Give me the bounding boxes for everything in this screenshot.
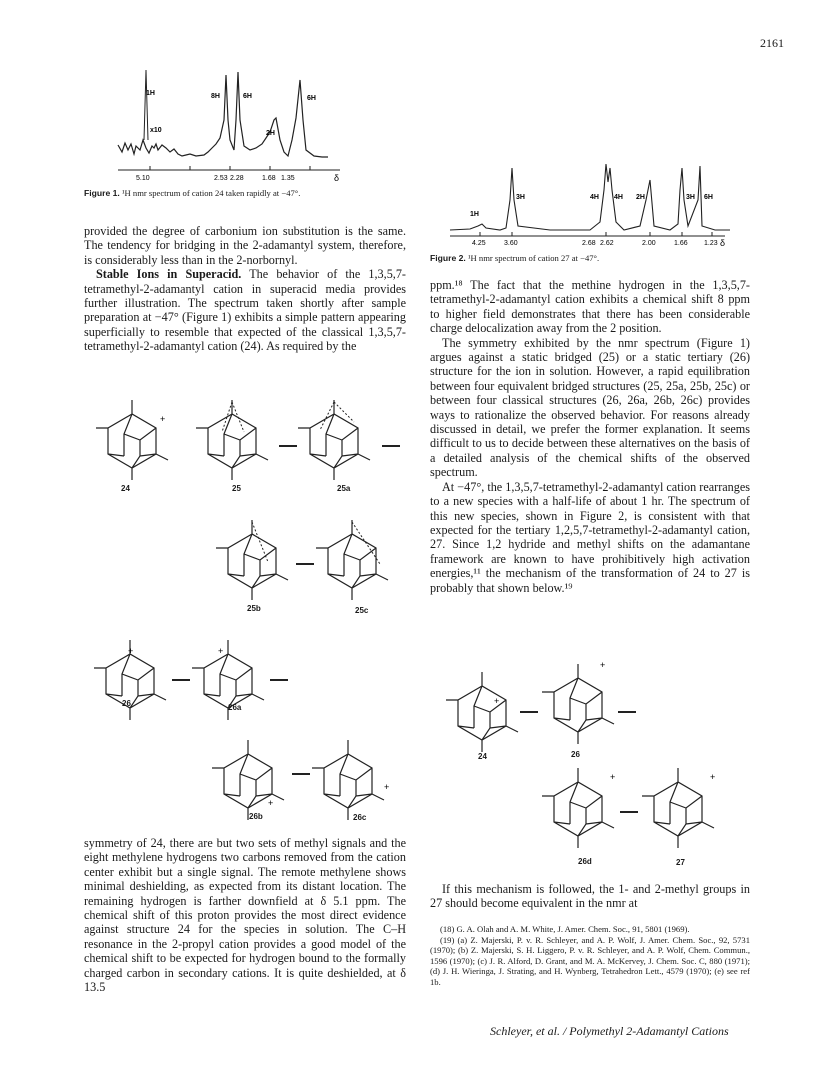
figure1-caption: Figure 1. ¹H nmr spectrum of cation 24 taken rapidly at −47°. [84,188,301,198]
figure2-caption: Figure 2. ¹H nmr spectrum of cation 27 at −47°. [430,253,600,263]
fig2-peak-1h: 1H [470,211,479,218]
label-25c: 25c [355,606,369,615]
right-para-4: If this mechanism is followed, the 1- and 2-methyl groups in 27 should become equivalent in the nmr at [430,882,750,911]
running-footer: Schleyer, et al. / Polymethyl 2-Adamantyl Cations [490,1024,729,1038]
fig2-tick-200: 2.00 [642,240,656,247]
fig2-peak-4h-a: 4H [590,194,599,201]
right-column-top [430,278,750,595]
label-25b: 25b [247,604,261,613]
footnote-19: (19) (a) Z. Majerski, P. v. R. Schleyer, and A. P. Wolf, J. Amer. Chem. Soc., 92, 5731 (1970); (b) Z. Majerski, S. H. Liggero, P. v. R. Schleyer, and A. P. Wolf, Chem. Commun., 1596 (1970); (c) J. R. Alford, D. Grant, and M. A. McKervey, J. Chem. Soc. C, 880 (1971); (d) J. H. Wieringa, J. Strating, and H. Wynberg, Tetrahedron Lett., 4579 (1970); (e) see ref 1b. [430,934,750,987]
section-heading: Stable Ions in Superacid. [96,267,242,282]
fig2-peak-4h-b: 4H [614,194,623,201]
svg-text:+: + [600,660,606,670]
label-24: 24 [121,484,130,493]
fig2-tick-166: 1.66 [674,240,688,247]
footnotes [430,924,750,988]
left-para-1: provided the degree of carbonium ion substitution is the same. The tendency for bridging in the 2-adamantyl system, therefore, is considerably less than in the 2-norbornyl. [84,224,406,267]
page-number: 2161 [760,36,784,50]
left-column-bottom [84,836,406,994]
left-column-top [84,224,406,354]
fig1-tick-135: 1.35 [281,175,295,182]
figure2-spectrum [440,160,740,250]
svg-text:+: + [218,646,224,656]
label-26b: 26b [249,812,263,821]
fig2-peak-3h-a: 3H [516,194,525,201]
fig2-delta: δ [720,238,726,248]
label-r26d: 26d [578,857,592,866]
fig1-delta: δ [334,173,340,183]
label-26a: 26a [228,703,242,712]
svg-text:+: + [268,798,274,808]
right-column-bottom [430,882,750,911]
fig2-tick-123: 1.23 [704,240,718,247]
fig1-peak-6h-a: 6H [243,93,252,100]
label-r27: 27 [676,858,685,867]
fig2-tick-360: 3.60 [504,240,518,247]
left-para-2: The behavior of the 1,3,5,7-tetramethyl-2-adamantyl cation in superacid media provides further illustration. The spectrum taken shortly after sample preparation at −47° (Figure 1) exhibits a simple pattern appearing superficially to resemble that expected of the classical 1,3,5,7-tetramethyl-2-adamantyl cation (24). As required by the [84,267,406,354]
label-25: 25 [232,484,241,493]
svg-text:+: + [494,696,500,706]
fig1-peak-6h-b: 6H [307,95,316,102]
figure1-spectrum [110,60,370,185]
svg-text:+: + [610,772,616,782]
label-26: 26 [122,699,131,708]
fig2-tick-262: 2.62 [600,240,614,247]
svg-text:+: + [710,772,716,782]
right-para-3: At −47°, the 1,3,5,7-tetramethyl-2-adamantyl cation rearranges to a new species with a half-life of about 1 hr. The spectrum of this new species, shown in Figure 2, is consistent with that expected for the tertiary 1,2,5,7-tetramethyl-2-adamantyl cation, 27. Since 1,2 hydride and methyl shifts on the adamantane framework are known to have prohibitively high activation energies,¹¹ the mechanism of the transformation of 24 to 27 is probably that shown below.¹⁹ [430,479,750,595]
label-26c: 26c [353,813,367,822]
svg-text:+: + [128,646,134,656]
fig1-peak-1h: 1H [146,90,155,97]
fig1-tick-228: 2.28 [230,175,244,182]
label-r24: 24 [478,752,487,761]
footnote-18: (18) G. A. Olah and A. M. White, J. Amer. Chem. Soc., 91, 5801 (1969). [440,924,690,934]
svg-text:+: + [384,782,390,792]
fig2-tick-268: 2.68 [582,240,596,247]
fig1-peak-8h: 8H [211,93,220,100]
right-para-2: The symmetry exhibited by the nmr spectrum (Figure 1) argues against a static bridged (25) or a static tertiary (26) structure for the ion in solution. However, a rapid equilibration between four equivalent bridged structures (25, 25a, 25b, 25c) or between four classical structures (26, 26a, 26b, 26c) provides ways to rationalize the observed behavior. For reasons already discussed in detail, we prefer the former explanation. It seems difficult to us to decide between these alternatives on the basis of a detailed analysis of the chemical shifts of the observed spectrum. [430,335,750,480]
fig1-tick-168: 1.68 [262,175,276,182]
fig2-peak-6h: 6H [704,194,713,201]
fig1-peak-2h: 2H [266,130,275,137]
svg-text:+: + [160,414,166,424]
fig1-tick-253: 2.53 [214,175,228,182]
label-r26: 26 [571,750,580,759]
fig2-tick-425: 4.25 [472,240,486,247]
label-25a: 25a [337,484,351,493]
fig2-peak-3h-b: 3H [686,194,695,201]
fig2-peak-2h: 2H [636,194,645,201]
left-para-3: symmetry of 24, there are but two sets of methyl signals and the eight methylene hydrogens two carbons removed from the cation center exhibit but a single signal. The remote methylene shows minimal deshielding, as expected from its distant location. The remaining hydrogen is farther downfield at δ 5.1 ppm. The chemical shift of this proton provides the most direct evidence against structure 24 for the species in solution. The C–H resonance in the 2-propyl cation provides a good model of the chemical shift to be expected for hydrogen bound to the formally charged carbon in secondary cations. It is quite deshielded, at δ 13.5 [84,836,406,995]
fig1-tick-510: 5.10 [136,175,150,182]
right-para-1: ppm.¹⁸ The fact that the methine hydrogen in the 1,3,5,7-tetramethyl-2-adamantyl cation exhibits a chemical shift 8 ppm to higher field demonstrates that there has been considerable charge delocalization away from the 2 position. [430,278,750,336]
fig1-x10: x10 [150,127,162,134]
